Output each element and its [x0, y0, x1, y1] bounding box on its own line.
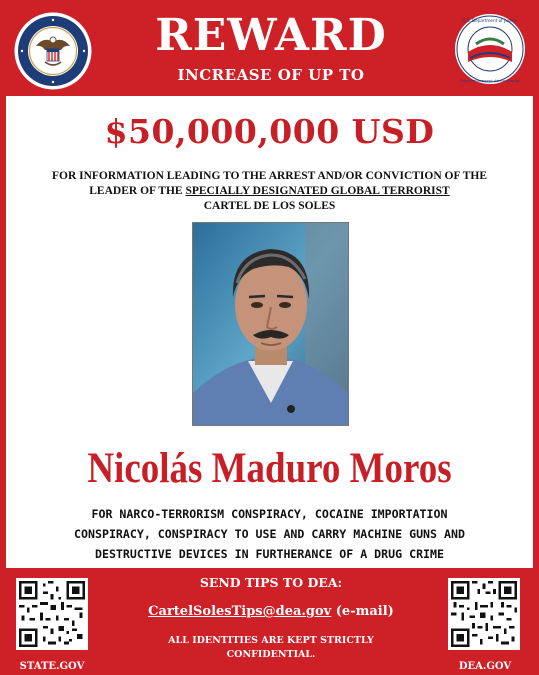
info-line-3: CARTEL DE LOS SOLES	[203, 200, 336, 212]
suspect-name: Nicolás Maduro Moros	[87, 445, 452, 492]
email-suffix: (e-mail)	[331, 604, 394, 619]
info-line-2	[12, 184, 527, 199]
portrait-image	[193, 223, 349, 426]
charges-line-2: CONSPIRACY, CONSPIRACY TO USE AND CARRY MACHINE GUNS AND	[74, 527, 465, 541]
dea-seal-top-text: U.S. Department of Justice	[462, 18, 518, 23]
suspect-photo	[192, 222, 349, 426]
qr-code-state	[19, 581, 85, 647]
sdgt-designation: SPECIALLY DESIGNATED GLOBAL TERRORIST	[185, 185, 450, 197]
dea-gov-link[interactable]: DEA.GOV	[458, 661, 512, 672]
confidentiality-line-2: CONFIDENTIAL.	[226, 649, 316, 660]
dea-seal-bottom-text: Drug Enforcement Administration	[459, 79, 521, 83]
confidentiality-note	[126, 634, 416, 662]
charges-line-1: FOR NARCO-TERRORISM CONSPIRACY, COCAINE IMPORTATION	[91, 507, 448, 521]
tips-contact	[106, 604, 436, 619]
info-text	[12, 169, 527, 214]
info-line-1: FOR INFORMATION LEADING TO THE ARREST AND/OR CONVICTION OF THE	[51, 170, 488, 182]
state-gov-link[interactable]: STATE.GOV	[19, 661, 85, 672]
qr-code-dea	[451, 581, 517, 647]
reward-subtitle: INCREASE OF UP TO	[177, 66, 365, 84]
qr-code-icon[interactable]	[16, 578, 88, 650]
confidentiality-line-1: ALL IDENTITIES ARE KEPT STRICTLY	[168, 635, 374, 646]
footer-band	[6, 568, 533, 675]
info-line-2-prefix: LEADER OF THE	[89, 185, 186, 197]
charges-line-3: DESTRUCTIVE DEVICES IN FURTHERANCE OF A DRUG CRIME	[94, 547, 444, 561]
reward-title: REWARD	[155, 10, 387, 61]
tips-email-link[interactable]: CartelSolesTips@dea.gov	[148, 604, 332, 619]
charges-text	[20, 504, 519, 564]
state-department-seal-icon	[14, 12, 92, 90]
header-band	[6, 6, 533, 96]
qr-code-icon[interactable]	[448, 578, 520, 650]
dea-seal-icon	[454, 12, 526, 86]
reward-amount: $50,000,000 USD	[104, 112, 435, 151]
tips-title: SEND TIPS TO DEA:	[199, 575, 343, 590]
